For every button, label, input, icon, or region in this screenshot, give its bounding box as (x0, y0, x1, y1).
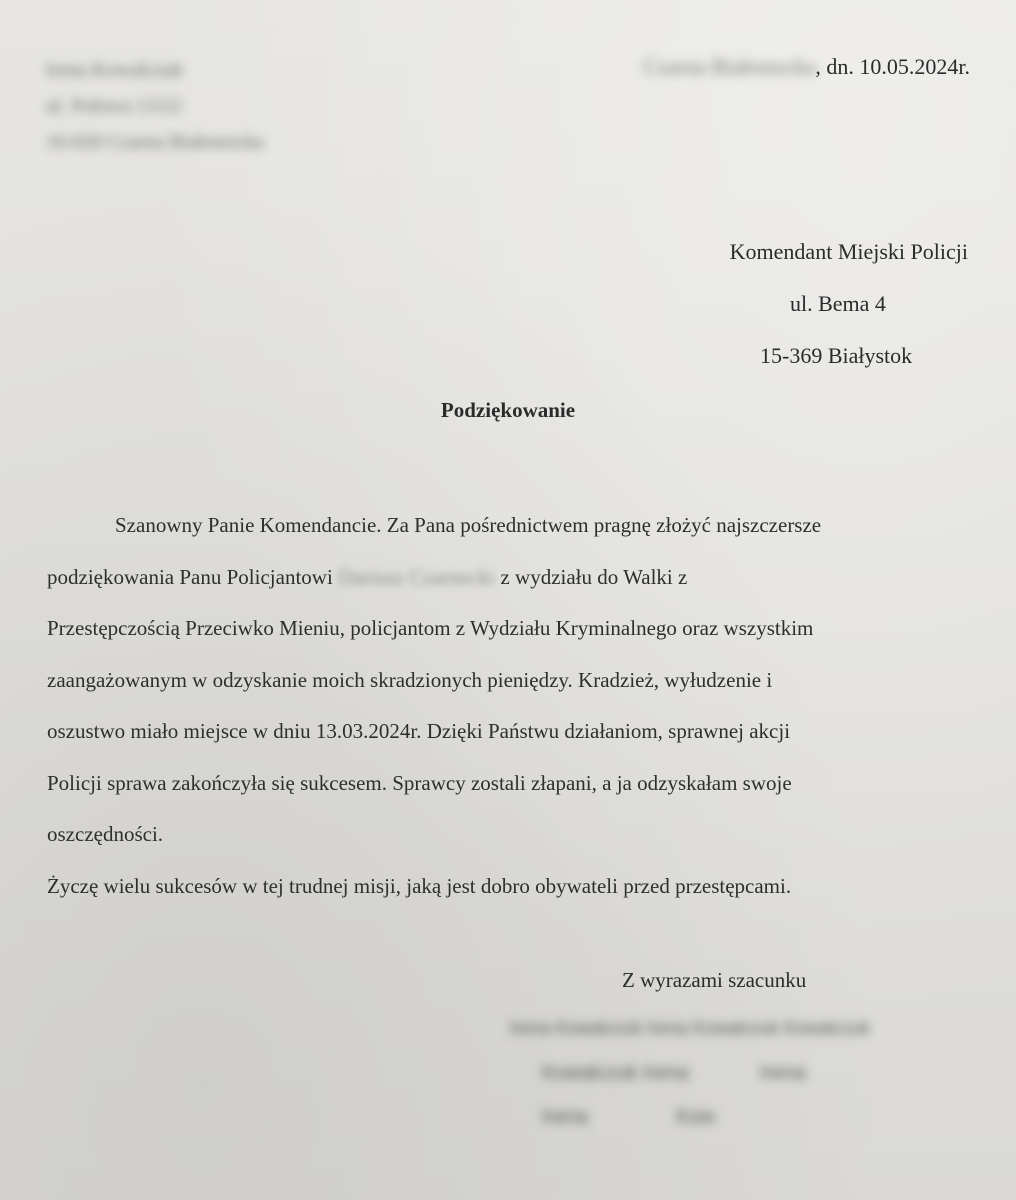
letter-body (47, 500, 967, 912)
body-line-2-start: podziękowania Panu Policjantowi (47, 564, 333, 589)
date-city: Czarna Białostocka (643, 54, 816, 79)
date-line (644, 54, 970, 80)
body-line-7: oszczędności. (47, 822, 164, 846)
body-line-1: Szanowny Panie Komendancie. Za Pana pośrednictwem pragnę złożyć najszczersze (115, 513, 822, 537)
signature-block (510, 1018, 970, 1148)
redacted-officer-name: Dariusz Czarnecki (338, 564, 495, 589)
closing-phrase: Z wyrazami szacunku (622, 968, 807, 992)
body-line-3: Przestępczością Przeciwko Mieniu, policjantom z Wydziału Kryminalnego oraz wszystkim (47, 616, 814, 640)
letter-title-text: Podziękowanie (440, 398, 576, 422)
recipient-line-2: ul. Bema 4 (790, 291, 886, 316)
recipient-address (640, 226, 968, 382)
signature-line-2a: Kowalczuk Irena (542, 1062, 689, 1084)
sender-street: ul. Polowa 13/22 (46, 95, 183, 117)
signature-line-2b: Irena (760, 1062, 806, 1084)
letter-title (0, 398, 1016, 423)
body-line-5: oszustwo miało miejsce w dniu 13.03.2024r. Dzięki Państwu działaniom, sprawnej akcji (47, 719, 791, 743)
sender-postal-city: 16-020 Czarna Białostocka (46, 131, 264, 153)
signature-line-3b: Kow (676, 1106, 715, 1128)
sender-address (46, 52, 264, 160)
body-line-2-end: z wydziału do Walki z (500, 564, 688, 589)
recipient-line-3: 15-369 Białystok (760, 343, 913, 368)
signature-line-1: Irena Kowalczuk Irena Kowalczuk Kowalczuk (510, 1018, 871, 1038)
body-line-4: zaangażowanym w odzyskanie moich skradzionych pieniędzy. Kradzież, wyłudzenie i (47, 667, 773, 692)
body-line-6: Policji sprawa zakończyła się sukcesem. Sprawcy zostali złapani, a ja odzyskałam swoje (47, 770, 792, 795)
sender-name: Irena Kowalczuk (46, 59, 184, 81)
body-line-2 (47, 552, 967, 604)
body-line-8: Życzę wielu sukcesów w tej trudnej misji, jaką jest dobro obywateli przed przestępcami. (47, 873, 792, 898)
recipient-line-1: Komendant Miejski Policji (729, 239, 968, 264)
date-text: , dn. 10.05.2024r. (815, 54, 970, 79)
signature-line-3a: Irena (542, 1106, 588, 1128)
